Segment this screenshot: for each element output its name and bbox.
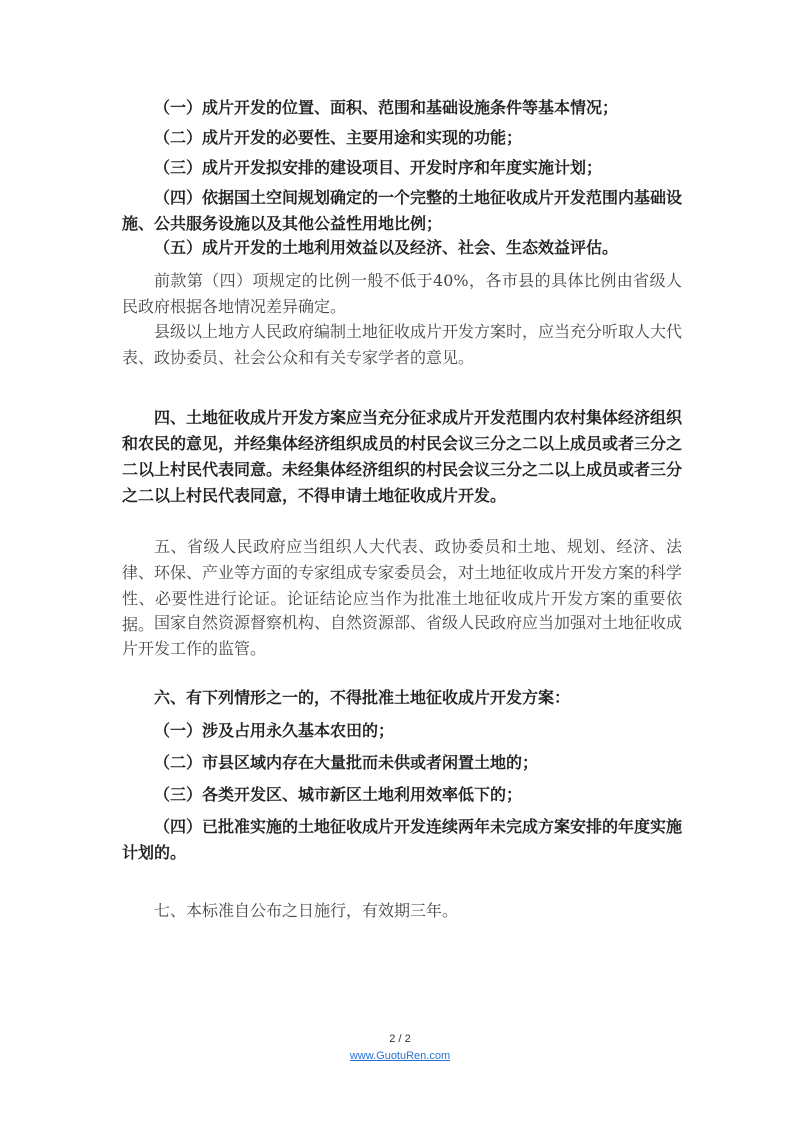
section-six-item-3: （三）各类开发区、城市新区土地利用效率低下的；: [154, 785, 523, 804]
page-number: 2 / 2: [389, 1033, 411, 1045]
website-link[interactable]: www.GuotuRen.com: [349, 1050, 451, 1062]
paragraph-item-5: （五）成片开发的土地利用效益以及经济、社会、生态效益评估。: [154, 238, 619, 257]
paragraph-item-2: （二）成片开发的必要性、主要用途和实现的功能；: [154, 128, 523, 147]
paragraph-consultation: 县级以上地方人民政府编制土地征收成片开发方案时，应当充分听取人大代表、政协委员、社会公众和有关专家学者的意见。: [122, 322, 683, 367]
section-six-item-2: （二）市县区域内存在大量批而未供或者闲置土地的；: [154, 753, 539, 772]
paragraph-supervision: 国家自然资源督察机构、自然资源部、省级人民政府应当加强对土地征收成片开发工作的监管。: [122, 613, 683, 658]
section-five: 五、省级人民政府应当组织人大代表、政协委员和土地、规划、经济、法律、环保、产业等方面的专家组成专家委员会，对土地征收成片开发方案的科学性、必要性进行论证。论证结论应当作为批准土地征收成片开发方案的重要依据。: [122, 537, 683, 634]
paragraph-item-1: （一）成片开发的位置、面积、范围和基础设施条件等基本情况；: [154, 98, 619, 117]
paragraph-item-4: （四）依据国土空间规划确定的一个完整的土地征收成片开发范围内基础设施、公共服务设施以及其他公益性用地比例；: [122, 188, 683, 233]
section-six-item-4: （四）已批准实施的土地征收成片开发连续两年未完成方案安排的年度实施计划的。: [122, 817, 683, 862]
paragraph-ratio-note: 前款第（四）项规定的比例一般不低于40%，各市县的具体比例由省级人民政府根据各地情况差异确定。: [122, 271, 682, 316]
section-six-item-1: （一）涉及占用永久基本农田的；: [154, 721, 395, 740]
section-six: 六、有下列情形之一的，不得批准土地征收成片开发方案：: [154, 688, 571, 707]
section-seven: 七、本标准自公布之日施行，有效期三年。: [154, 901, 459, 920]
section-four: 四、土地征收成片开发方案应当充分征求成片开发范围内农村集体经济组织和农民的意见，并经集体经济组织成员的村民会议三分之二以上成员或者三分之二以上村民代表同意。未经集体经济组织的村民会议三分之二以上成员或者三分之二以上村民代表同意，不得申请土地征收成片开发。: [122, 408, 683, 505]
paragraph-item-3: （三）成片开发拟安排的建设项目、开发时序和年度实施计划；: [154, 158, 603, 177]
